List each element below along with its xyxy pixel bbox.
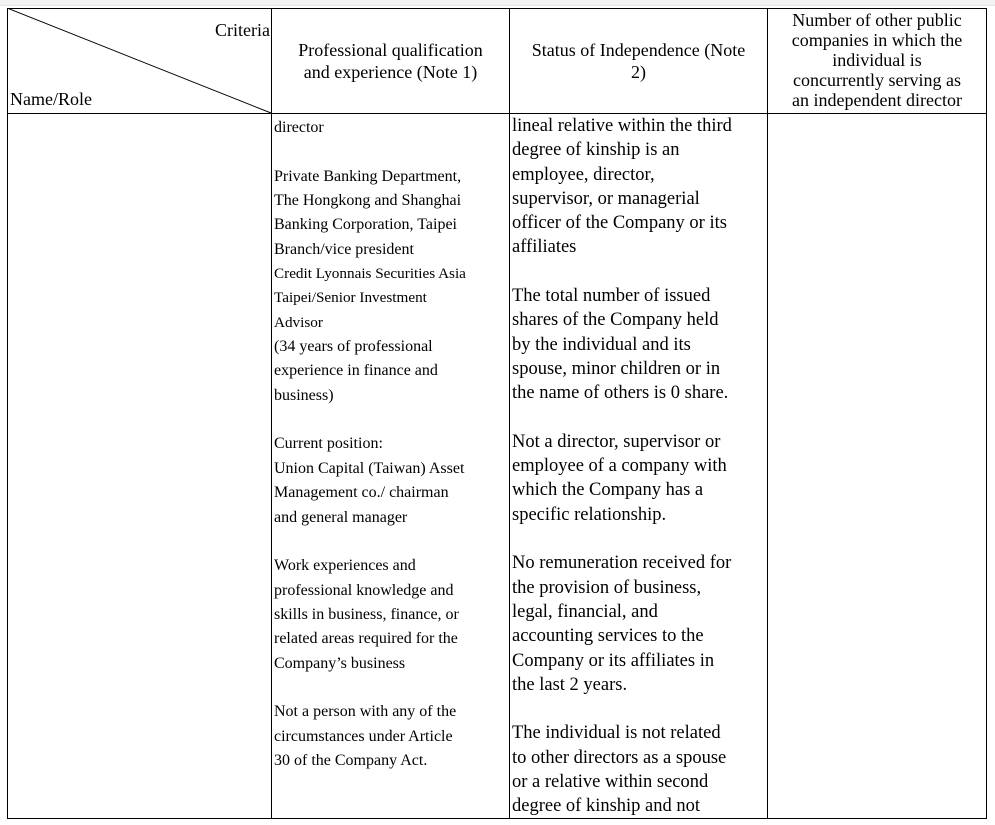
independence-line: No remuneration received for bbox=[512, 553, 732, 574]
qualification-header bbox=[272, 39, 509, 83]
qualification-line: director bbox=[274, 119, 324, 136]
name-role-label: Name/Role bbox=[10, 89, 92, 109]
qualification-line: Current position: bbox=[274, 435, 383, 453]
independence-header-line: 2) bbox=[631, 62, 646, 82]
column-divider-1 bbox=[271, 8, 272, 819]
independence-line: specific relationship. bbox=[512, 504, 667, 525]
independence-line: by the individual and its bbox=[512, 334, 691, 355]
table-border-right bbox=[986, 8, 987, 819]
qualification-line: related areas required for the bbox=[274, 630, 458, 648]
independence-header bbox=[510, 39, 767, 83]
qualification-line: Management co./ chairman bbox=[274, 484, 449, 502]
other-companies-header-line: individual is bbox=[832, 50, 922, 70]
column-divider-2 bbox=[509, 8, 510, 819]
independence-line: accounting services to the bbox=[512, 626, 704, 647]
independence-line: degree of kinship and not bbox=[512, 796, 701, 817]
blank-line bbox=[512, 697, 732, 721]
blank-line bbox=[512, 406, 732, 430]
qualification-line: (34 years of professional bbox=[274, 338, 433, 356]
qualification-line: Credit Lyonnais Securities Asia bbox=[274, 265, 466, 283]
other-companies-header-line: an independent director bbox=[792, 90, 962, 110]
qualification-line: Not a person with any of the bbox=[274, 703, 457, 721]
independence-line: spouse, minor children or in bbox=[512, 358, 721, 379]
independence-line: employee, director, bbox=[512, 164, 655, 185]
criteria-label: Criteria bbox=[215, 20, 270, 40]
blank-line bbox=[274, 408, 466, 432]
qualification-line: skills in business, finance, or bbox=[274, 605, 459, 623]
qualification-line: and general manager bbox=[274, 508, 408, 526]
other-companies-header bbox=[768, 10, 986, 110]
independence-line: employee of a company with bbox=[512, 456, 727, 477]
independence-line: Company or its affiliates in bbox=[512, 650, 715, 671]
qualification-header-line: Professional qualification bbox=[298, 40, 483, 60]
table-border-left bbox=[7, 8, 8, 819]
table-border-bottom bbox=[7, 818, 987, 819]
independence-line: lineal relative within the third bbox=[512, 116, 732, 136]
qualification-line: 30 of the Company Act. bbox=[274, 751, 428, 769]
qualification-line: Company’s business bbox=[274, 654, 406, 672]
other-companies-header-line: concurrently serving as bbox=[793, 70, 961, 90]
qualification-line: Taipei/Senior Investment bbox=[274, 289, 427, 307]
qualification-line: Union Capital (Taiwan) Asset bbox=[274, 459, 465, 477]
qualification-line: circumstances under Article bbox=[274, 727, 453, 745]
blank-line bbox=[274, 676, 466, 700]
independence-line: shares of the Company held bbox=[512, 310, 719, 331]
independence-cell bbox=[512, 114, 732, 819]
independence-line: affiliates bbox=[512, 237, 577, 258]
independence-line: to other directors as a spouse bbox=[512, 747, 727, 768]
independence-line: degree of kinship is an bbox=[512, 140, 680, 161]
independence-line: the last 2 years. bbox=[512, 674, 628, 695]
qualification-line: Branch/vice president bbox=[274, 240, 414, 258]
qualification-line: Private Banking Department, bbox=[274, 167, 462, 185]
independence-line: The total number of issued bbox=[512, 286, 711, 307]
qualification-line: experience in finance and bbox=[274, 362, 438, 380]
other-companies-header-line: companies in which the bbox=[791, 30, 963, 50]
qualification-line: business) bbox=[274, 386, 334, 404]
qualification-line: The Hongkong and Shanghai bbox=[274, 192, 462, 210]
qualification-cell bbox=[274, 116, 466, 773]
independence-line: Not a director, supervisor or bbox=[512, 431, 721, 452]
blank-line bbox=[274, 530, 466, 554]
independence-line: legal, financial, and bbox=[512, 601, 658, 622]
blank-line bbox=[274, 140, 466, 164]
blank-line bbox=[512, 527, 732, 551]
independence-line: the provision of business, bbox=[512, 577, 702, 598]
independence-line: supervisor, or managerial bbox=[512, 188, 700, 209]
qualification-line: Advisor bbox=[274, 313, 323, 331]
independence-line: The individual is not related bbox=[512, 723, 721, 744]
independence-line: which the Company has a bbox=[512, 480, 704, 501]
qualification-header-line: and experience (Note 1) bbox=[303, 62, 478, 82]
other-companies-header-line: Number of other public bbox=[792, 10, 962, 30]
independence-line: the name of others is 0 share. bbox=[512, 383, 729, 404]
independence-line: or a relative within second bbox=[512, 772, 709, 793]
independence-line: officer of the Company or its bbox=[512, 213, 727, 234]
qualification-line: Work experiences and bbox=[274, 557, 416, 575]
blank-line bbox=[512, 260, 732, 284]
independence-header-line: Status of Independence (Note bbox=[531, 40, 746, 60]
qualification-line: Banking Corporation, Taipei bbox=[274, 216, 457, 234]
column-divider-3 bbox=[767, 8, 768, 819]
qualification-line: professional knowledge and bbox=[274, 581, 454, 599]
